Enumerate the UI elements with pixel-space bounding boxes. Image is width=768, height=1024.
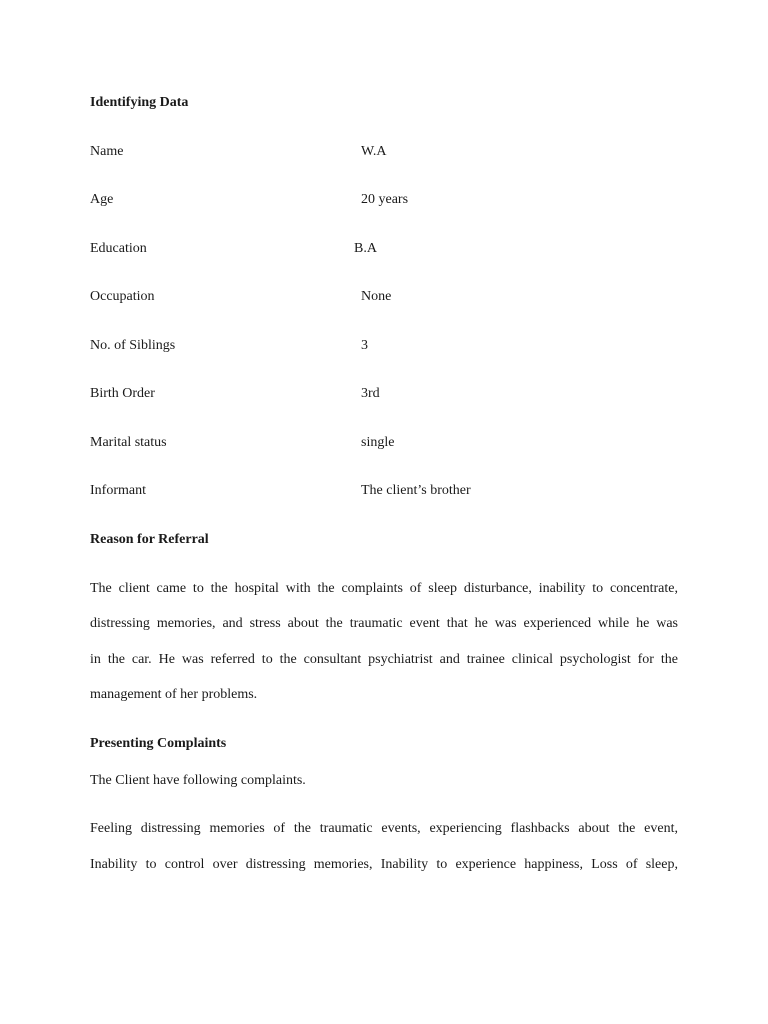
name-value: W.A <box>361 144 387 159</box>
name-label: Name <box>90 144 124 159</box>
age-value: 20 years <box>361 192 409 207</box>
occupation-value: None <box>361 289 392 304</box>
siblings-label: No. of Siblings <box>90 338 176 353</box>
complaints-line: Inability to control over distressing memories, Inability to experience happiness, Loss of sleep, <box>90 857 678 872</box>
informant-label: Informant <box>90 483 146 498</box>
complaints-line: Feeling distressing memories of the traumatic events, experiencing flashbacks about the event, <box>90 821 678 836</box>
age-label: Age <box>90 192 114 207</box>
reason-for-referral-heading: Reason for Referral <box>90 532 209 547</box>
marital-status-value: single <box>361 435 395 450</box>
referral-line: management of her problems. <box>90 687 258 702</box>
education-label: Education <box>90 241 147 256</box>
birth-order-label: Birth Order <box>90 386 155 401</box>
siblings-value: 3 <box>361 338 368 353</box>
referral-line: in the car. He was referred to the consultant psychiatrist and trainee clinical psychologist for the <box>90 652 678 667</box>
marital-status-label: Marital status <box>90 435 167 450</box>
occupation-label: Occupation <box>90 289 155 304</box>
referral-line: The client came to the hospital with the complaints of sleep disturbance, inability to concentrate, <box>90 581 678 596</box>
identifying-data-heading: Identifying Data <box>90 95 189 110</box>
referral-line: distressing memories, and stress about the traumatic event that he was experienced while he was <box>90 616 678 631</box>
complaints-intro: The Client have following complaints. <box>90 773 306 788</box>
education-value: B.A <box>354 241 377 256</box>
informant-value: The client’s brother <box>361 483 471 498</box>
presenting-complaints-heading: Presenting Complaints <box>90 736 227 751</box>
birth-order-value: 3rd <box>361 386 380 401</box>
